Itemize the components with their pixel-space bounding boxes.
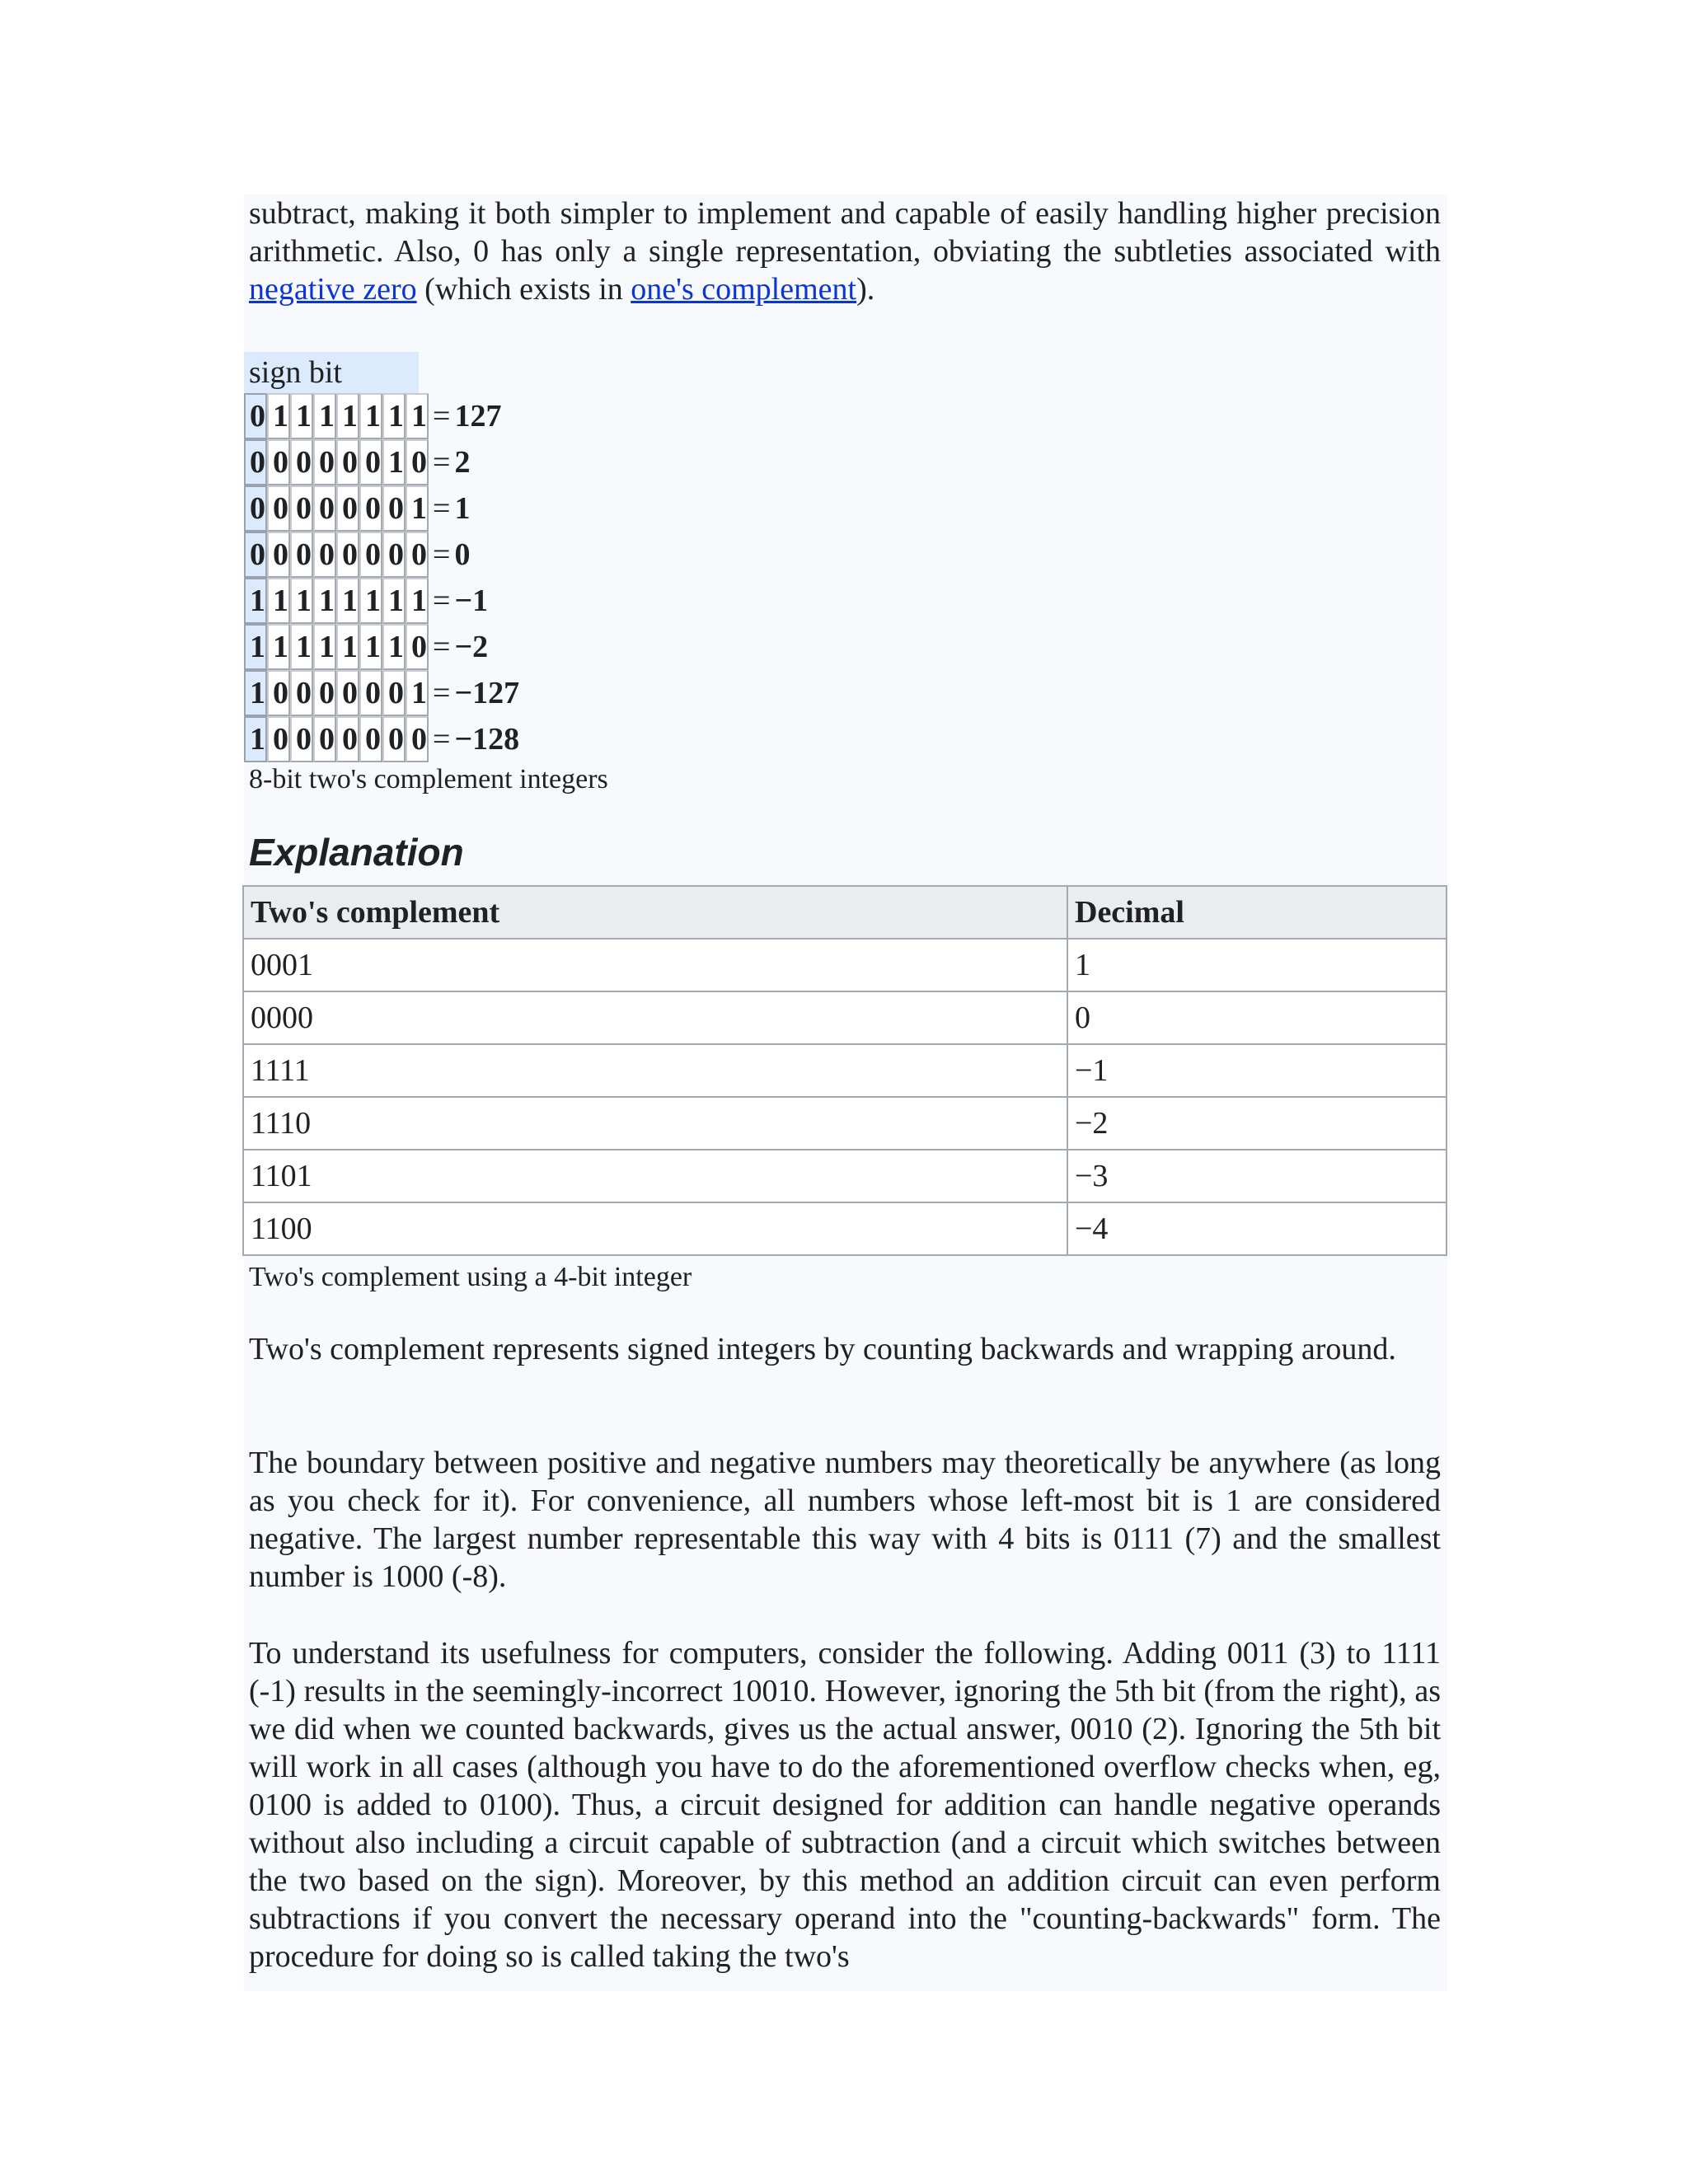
bit-cell: 0 — [359, 485, 382, 532]
sign-bit-cell: 1 — [244, 624, 267, 670]
bit-table-caption: 8-bit two's complement integers — [249, 764, 608, 794]
bit-cell: 1 — [290, 578, 313, 624]
paragraph-counting-backwards: Two's complement represents signed integers by counting backwards and wrapping around. — [249, 1332, 1396, 1366]
bit-cell: 1 — [290, 624, 313, 670]
bit-cell: 1 — [406, 670, 429, 716]
equals-sign: = — [433, 537, 451, 572]
bit-cell: 0 — [267, 439, 290, 485]
bit-cell: 1 — [313, 624, 336, 670]
bit-cell: 0 — [406, 439, 429, 485]
twos-complement-cell: 1101 — [243, 1150, 1067, 1202]
bit-cell: 1 — [359, 624, 382, 670]
bit-cell: 1 — [267, 578, 290, 624]
section-heading: Explanation — [249, 831, 464, 874]
tc-table-caption: Two's complement using a 4-bit integer — [249, 1262, 692, 1292]
sign-bit-header: sign bit — [244, 352, 419, 393]
bit-cell: 0 — [267, 716, 290, 762]
bit-cell: 1 — [336, 578, 359, 624]
twos-complement-cell: 0000 — [243, 991, 1067, 1044]
sign-bit-cell: 0 — [244, 439, 267, 485]
table-row — [243, 1044, 1447, 1097]
equals-sign: = — [433, 399, 451, 434]
decimal-value: −2 — [454, 630, 489, 664]
bit-cell: 0 — [336, 670, 359, 716]
bit-row — [244, 485, 519, 532]
bit-table — [244, 393, 519, 762]
table-row — [243, 1202, 1447, 1255]
equals-sign: = — [433, 676, 451, 710]
decimal-value: −128 — [454, 722, 520, 757]
bit-cell: 0 — [290, 716, 313, 762]
intro-paragraph — [244, 194, 1447, 308]
article-content — [244, 194, 1447, 1991]
table-row — [243, 939, 1447, 991]
bit-cell: 0 — [267, 532, 290, 578]
equals-sign: = — [433, 445, 451, 480]
sign-bit-cell: 0 — [244, 485, 267, 532]
bit-row — [244, 624, 519, 670]
equals-sign: = — [433, 491, 451, 526]
equals-sign: = — [433, 630, 451, 664]
bit-cell: 1 — [290, 393, 313, 439]
equals-sign: = — [433, 583, 451, 618]
twos-complement-cell: 0001 — [243, 939, 1067, 991]
bit-cell: 0 — [336, 532, 359, 578]
bit-row — [244, 439, 519, 485]
bit-cell: 1 — [313, 393, 336, 439]
sign-bit-cell: 0 — [244, 393, 267, 439]
bit-cell: 1 — [267, 624, 290, 670]
equals-sign: = — [433, 722, 451, 757]
table-row — [243, 1150, 1447, 1202]
bit-cell: 0 — [359, 532, 382, 578]
sign-bit-cell: 1 — [244, 670, 267, 716]
bit-cell: 1 — [406, 393, 429, 439]
bit-row — [244, 578, 519, 624]
bit-cell: 0 — [359, 670, 382, 716]
decimal-value: 1 — [454, 491, 471, 526]
bit-cell: 1 — [406, 578, 429, 624]
intro-text-after: ). — [856, 272, 875, 307]
header-decimal: Decimal — [1067, 886, 1447, 939]
bit-row — [244, 670, 519, 716]
decimal-cell: 0 — [1067, 991, 1447, 1044]
bit-cell: 1 — [359, 393, 382, 439]
bit-cell: 0 — [382, 532, 406, 578]
bit-cell: 0 — [290, 532, 313, 578]
bit-cell: 0 — [336, 439, 359, 485]
decimal-value: 2 — [454, 445, 471, 480]
bit-cell: 0 — [406, 532, 429, 578]
bit-cell: 0 — [267, 485, 290, 532]
bit-cell: 1 — [382, 578, 406, 624]
bit-cell: 1 — [359, 578, 382, 624]
bit-cell: 0 — [406, 716, 429, 762]
bit-cell: 0 — [313, 670, 336, 716]
table-row — [243, 991, 1447, 1044]
bit-cell: 0 — [359, 716, 382, 762]
decimal-cell: −1 — [1067, 1044, 1447, 1097]
bit-cell: 0 — [313, 532, 336, 578]
bit-cell: 0 — [290, 485, 313, 532]
bit-cell: 1 — [267, 393, 290, 439]
bit-cell: 1 — [336, 393, 359, 439]
bit-cell: 0 — [290, 670, 313, 716]
bit-cell: 0 — [382, 485, 406, 532]
bit-cell: 0 — [313, 439, 336, 485]
bit-cell: 1 — [382, 393, 406, 439]
bit-row — [244, 716, 519, 762]
decimal-cell: −3 — [1067, 1150, 1447, 1202]
decimal-cell: −2 — [1067, 1097, 1447, 1150]
bit-cell: 0 — [336, 716, 359, 762]
bit-cell: 1 — [336, 624, 359, 670]
table-header-row — [243, 886, 1447, 939]
twos-complement-cell: 1111 — [243, 1044, 1067, 1097]
sign-bit-cell: 1 — [244, 716, 267, 762]
paragraph-boundary: The boundary between positive and negative numbers may theoretically be anywhere (as long as you check for it). For convenience, all numbers whose left-most bit is 1 are considered negative. The largest number representable this way with 4 bits is 0111 (7) and the smallest number is 1000 (-8). — [249, 1446, 1441, 1594]
table-row — [243, 1097, 1447, 1150]
sign-bit-cell: 1 — [244, 578, 267, 624]
bit-cell: 0 — [382, 716, 406, 762]
bit-cell: 0 — [267, 670, 290, 716]
intro-text-middle: (which exists in — [416, 272, 631, 307]
decimal-value: 127 — [454, 399, 502, 434]
twos-complement-cell: 1110 — [243, 1097, 1067, 1150]
paragraph-usefulness: To understand its usefulness for computers, consider the following. Adding 0011 (3) to 1111 (-1) results in the seemingly-incorrect 10010. However, ignoring the 5th bit (from the right), as we did when we counted backwards, gives us the actual answer, 0010 (2). Ignoring the 5th bit will work in all cases (although you have to do the aforementioned overflow checks when, eg, 0100 is added to 0100). Thus, a circuit designed for addition can handle negative operands without also including a circuit capable of subtraction (and a circuit which switches between the two based on the sign). Moreover, by this method an addition circuit can even perform subtractions if you convert the necessary operand into the "counting-backwards" form. The procedure for doing so is called taking the two's — [249, 1636, 1441, 1974]
bit-cell: 1 — [382, 439, 406, 485]
decimal-value: −1 — [454, 583, 489, 618]
bit-row — [244, 393, 519, 439]
twos-complement-table — [242, 885, 1447, 1256]
bit-cell: 0 — [313, 485, 336, 532]
bit-cell: 1 — [382, 624, 406, 670]
bit-cell: 0 — [290, 439, 313, 485]
negative-zero-link[interactable]: negative zero — [249, 272, 417, 307]
header-twos-complement: Two's complement — [243, 886, 1067, 939]
decimal-value: 0 — [454, 537, 471, 572]
ones-complement-link[interactable]: one's complement — [631, 272, 857, 307]
bit-cell: 0 — [382, 670, 406, 716]
bit-cell: 0 — [313, 716, 336, 762]
bit-row — [244, 532, 519, 578]
sign-bit-cell: 0 — [244, 532, 267, 578]
decimal-cell: −4 — [1067, 1202, 1447, 1255]
bit-cell: 1 — [406, 485, 429, 532]
bit-cell: 1 — [313, 578, 336, 624]
bit-cell: 0 — [359, 439, 382, 485]
intro-text-before: subtract, making it both simpler to implement and capable of easily handling higher precision arithmetic. Also, 0 has only a single representation, obviating the subtleties associated with — [249, 196, 1441, 269]
bit-cell: 0 — [406, 624, 429, 670]
bit-cell: 0 — [336, 485, 359, 532]
twos-complement-cell: 1100 — [243, 1202, 1067, 1255]
decimal-value: −127 — [454, 676, 520, 710]
decimal-cell: 1 — [1067, 939, 1447, 991]
